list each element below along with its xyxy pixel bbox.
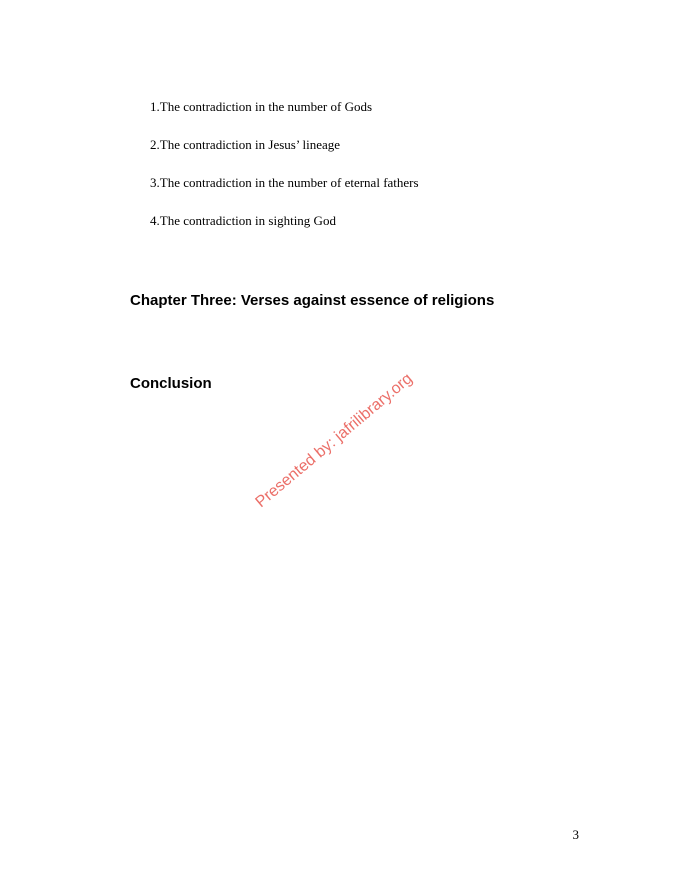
contents-list (150, 99, 419, 251)
watermark: Presented by: jafrilibrary.org (252, 370, 416, 512)
page-number: 3 (572, 827, 579, 842)
list-item: 3.The contradiction in the number of eternal fathers (150, 175, 419, 190)
list-item: 4.The contradiction in sighting God (150, 213, 336, 228)
chapter-three-heading: Chapter Three: Verses against essence of religions (130, 292, 495, 309)
list-item: 2.The contradiction in Jesus’ lineage (150, 137, 341, 152)
list-item: 1.The contradiction in the number of Gods (150, 99, 373, 114)
conclusion-heading: Conclusion (130, 375, 212, 392)
